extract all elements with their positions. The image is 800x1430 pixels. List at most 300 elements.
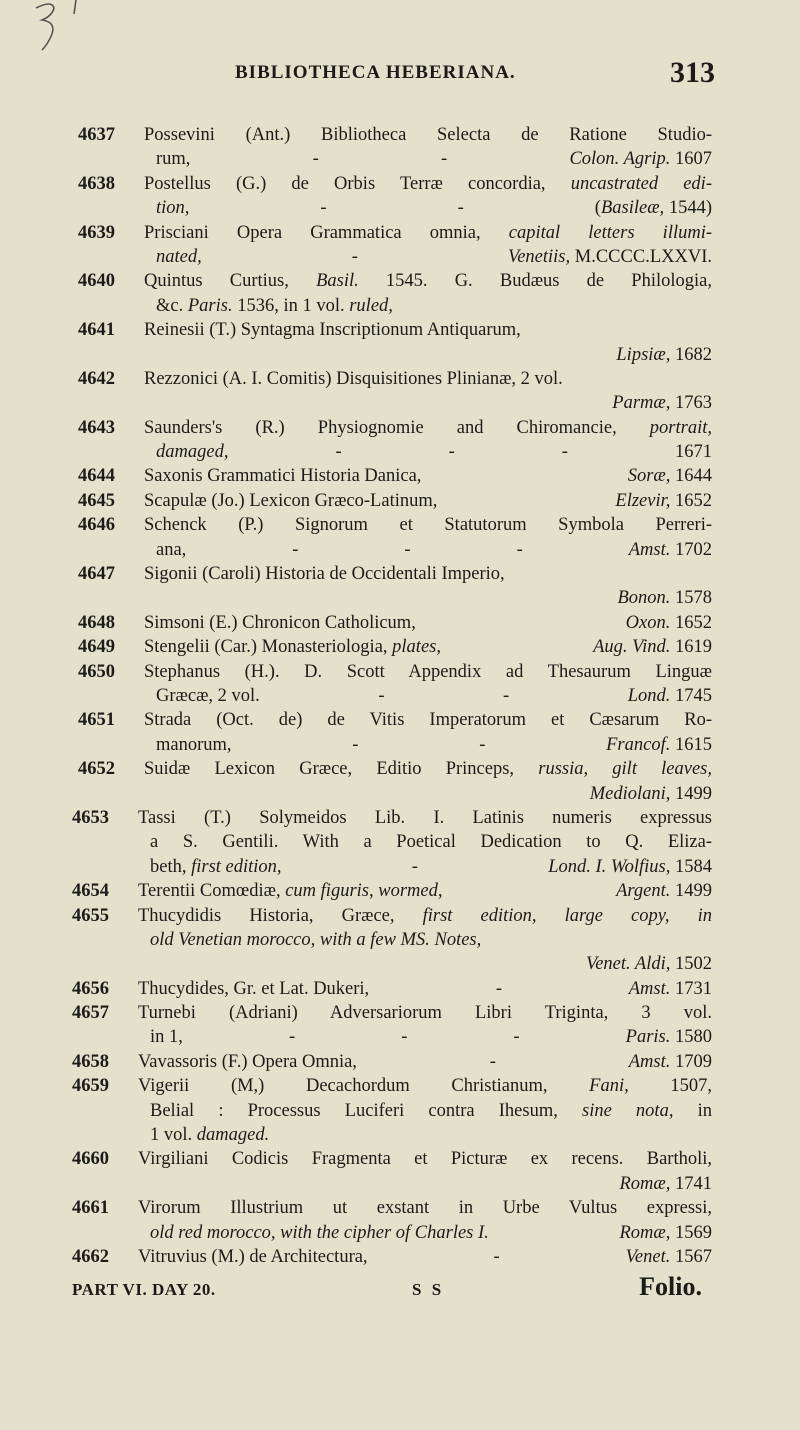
catalogue-entry: [72, 904, 712, 977]
entry-line: [138, 879, 712, 903]
text: 1569: [670, 1222, 712, 1243]
entry-line: [156, 782, 712, 806]
text: 1671: [674, 442, 712, 463]
entry-line: [156, 440, 712, 464]
text: 1580: [670, 1027, 712, 1048]
imprint: [612, 391, 712, 415]
imprint: [615, 489, 712, 513]
entry-line: [150, 1123, 712, 1147]
imprint: [629, 538, 712, 562]
lot-number: 4648: [78, 612, 115, 633]
entry-text: [144, 367, 712, 416]
imprint: [629, 977, 712, 1001]
text: Prisciani Opera Grammatica omnia,: [144, 222, 509, 243]
italic-text: Paris.: [187, 295, 233, 316]
text: rum,: [156, 149, 191, 170]
entry-description: [144, 562, 505, 586]
text: 1507,: [628, 1076, 712, 1097]
entry-line: [144, 123, 712, 147]
leader-dash: -: [441, 149, 448, 170]
text: 1544): [664, 198, 712, 219]
entry-line: [144, 464, 712, 488]
entry-description: [138, 879, 442, 903]
page-footer: [72, 1274, 702, 1304]
italic-text: Amst.: [628, 539, 671, 560]
text: Saunders's (R.) Physiognomie and Chiromancie,: [144, 417, 650, 438]
italic-text: Bonon.: [617, 588, 671, 609]
text: Postellus (G.) de Orbis Terræ concordia,: [144, 173, 571, 194]
entry-line: [144, 318, 712, 342]
lot-number: 4639: [78, 222, 115, 243]
entry-text: [144, 708, 712, 757]
text: Suidæ Lexicon Græce, Editio Princeps,: [144, 759, 539, 780]
italic-text: Venet.: [625, 1246, 671, 1267]
text: 1741: [670, 1173, 712, 1194]
text: Sigonii (Caroli) Historia de Occidentali Imperio,: [144, 564, 505, 585]
entry-line: [144, 562, 712, 586]
catalogue-entry: [78, 123, 712, 172]
text: Stephanus (H.). D. Scott Appendix ad Thesaurum Linguæ: [144, 661, 712, 682]
text: Virgiliani Codicis Fragmenta et Picturæ ex recens. Bartholi,: [138, 1149, 712, 1170]
entry-text: [138, 1147, 712, 1196]
lot-number: 4646: [78, 515, 115, 536]
entry-line: [144, 611, 712, 635]
lot-number: 4640: [78, 271, 115, 292]
entry-text: [144, 513, 712, 562]
text: 1709: [670, 1051, 712, 1072]
entry-description: [156, 196, 189, 220]
catalogue-entry: [72, 1147, 712, 1196]
entry-line: [144, 635, 712, 659]
imprint: [617, 586, 712, 610]
italic-text: Fani,: [589, 1076, 629, 1097]
entry-text: [138, 1074, 712, 1147]
lot-number: 4656: [72, 978, 109, 999]
entry-text: [144, 757, 712, 806]
italic-text: nated,: [156, 246, 202, 267]
entry-line: [156, 684, 712, 708]
text: 1567: [670, 1246, 712, 1267]
lot-number: 4662: [72, 1246, 109, 1267]
lot-number: 4641: [78, 320, 115, 341]
catalogue-entry: [78, 489, 712, 513]
catalogue-entry: [72, 977, 712, 1001]
italic-text: russia, gilt leaves,: [538, 759, 712, 780]
leader-dash: -: [503, 685, 510, 706]
imprint: [569, 147, 712, 171]
entry-text: [144, 123, 712, 172]
page-number: 313: [670, 56, 715, 89]
entry-text: [138, 1001, 712, 1050]
catalogue-entries: [72, 123, 712, 1269]
imprint: [626, 1025, 712, 1049]
text: a S. Gentili. With a Poetical Dedication to Q. Eliza-: [150, 832, 712, 853]
catalogue-entry: [78, 221, 712, 270]
catalogue-entry: [78, 660, 712, 709]
imprint: [620, 1172, 713, 1196]
catalogue-entry: [78, 464, 712, 488]
entry-line: [138, 977, 712, 1001]
text: Quintus Curtius,: [144, 271, 317, 292]
italic-text: sine nota,: [582, 1100, 674, 1121]
text: Strada (Oct. de) de Vitis Imperatorum et Cæsarum Ro-: [144, 710, 712, 731]
text: 1702: [670, 539, 712, 560]
entry-description: [156, 684, 260, 708]
entry-text: [144, 611, 712, 635]
text: beth,: [150, 856, 192, 877]
text: Simsoni (E.) Chronicon Catholicum,: [144, 612, 416, 633]
entry-description: [156, 733, 232, 757]
catalogue-entry: [72, 806, 712, 879]
entry-text: [144, 635, 712, 659]
entry-line: [150, 928, 712, 952]
italic-text: portrait,: [649, 417, 712, 438]
entry-description: [144, 367, 563, 391]
leader-dash: -: [516, 539, 523, 560]
entry-text: [144, 416, 712, 465]
leader-dash: -: [378, 685, 385, 706]
leader-dash: -: [411, 856, 418, 877]
italic-text: Amst.: [628, 1051, 671, 1072]
italic-text: Parmæ,: [612, 393, 671, 414]
catalogue-entry: [72, 1001, 712, 1050]
entry-text: [144, 489, 712, 513]
catalogue-entry: [78, 318, 712, 367]
lot-number: 4657: [72, 1003, 109, 1024]
entry-line: [150, 1099, 712, 1123]
text: 1652: [670, 612, 712, 633]
entry-text: [144, 660, 712, 709]
entry-line: [150, 1025, 712, 1049]
catalogue-entry: [72, 1074, 712, 1147]
imprint: [595, 196, 712, 220]
text: Reinesii (T.) Syntagma Inscriptionum Antiquarum,: [144, 320, 521, 341]
entry-description: [156, 245, 202, 269]
format-label: Folio.: [639, 1272, 702, 1301]
text: M.CCCC.LXXVI.: [570, 246, 712, 267]
imprint: [626, 611, 712, 635]
entry-line: [138, 1245, 712, 1269]
italic-text: Elzevir,: [615, 490, 671, 511]
entry-description: [144, 464, 421, 488]
lot-number: 4651: [78, 710, 115, 731]
catalogue-entry: [78, 513, 712, 562]
entry-line: [144, 513, 712, 537]
catalogue-entry: [78, 635, 712, 659]
entry-text: [138, 879, 712, 903]
text: Belial : Processus Luciferi contra Ihesum,: [150, 1100, 582, 1121]
leader-dash: -: [479, 734, 486, 755]
running-title: BIBLIOTHECA HEBERIANA.: [235, 62, 516, 83]
entry-text: [138, 904, 712, 977]
entry-line: [144, 269, 712, 293]
entry-line: [156, 294, 712, 318]
entry-description: [138, 1245, 368, 1269]
text: 1745: [670, 685, 712, 706]
entry-line: [138, 904, 712, 928]
italic-text: Romæ,: [619, 1222, 671, 1243]
text: 1615: [670, 734, 712, 755]
text: 1619: [670, 637, 712, 658]
entry-description: [156, 147, 190, 171]
leader-dash: -: [513, 1027, 520, 1048]
text: &c.: [156, 295, 188, 316]
lot-number: 4638: [78, 173, 115, 194]
entry-description: [150, 1025, 183, 1049]
entry-text: [144, 318, 712, 367]
text: Græcæ, 2 vol.: [156, 685, 260, 706]
entry-description: [138, 977, 369, 1001]
entry-line: [138, 1050, 712, 1074]
entry-line: [144, 708, 712, 732]
lot-number: 4655: [72, 905, 109, 926]
entry-description: [156, 440, 228, 464]
text: Stengelii (Car.) Monasteriologia,: [144, 637, 393, 658]
leader-dash: -: [292, 539, 299, 560]
text: 1 vol.: [150, 1125, 197, 1146]
italic-text: Basil.: [316, 271, 359, 292]
catalogue-entry: [72, 1245, 712, 1269]
entry-text: [144, 464, 712, 488]
italic-text: Lond.: [627, 685, 671, 706]
leader-dash: -: [489, 1051, 496, 1072]
entry-text: [144, 221, 712, 270]
entry-line: [138, 1147, 712, 1171]
italic-text: first edition, large copy, in: [422, 905, 712, 926]
italic-text: uncastrated edi-: [570, 173, 712, 194]
entry-line: [138, 806, 712, 830]
entry-text: [138, 977, 712, 1001]
entry-line: [144, 416, 712, 440]
italic-text: Amst.: [628, 978, 671, 999]
lot-number: 4647: [78, 564, 115, 585]
imprint: [626, 1245, 712, 1269]
imprint: [606, 733, 712, 757]
entry-line: [150, 1221, 712, 1245]
italic-text: Lond. I. Wolfius,: [548, 856, 671, 877]
italic-text: Mediolani,: [589, 783, 671, 804]
italic-text: damaged.: [196, 1125, 270, 1146]
leader-dash: -: [457, 198, 464, 219]
lot-number: 4658: [72, 1051, 109, 1072]
imprint: [616, 879, 712, 903]
entry-line: [156, 733, 712, 757]
leader-dash: -: [335, 442, 342, 463]
imprint: [629, 1050, 712, 1074]
text: manorum,: [156, 734, 232, 755]
italic-text: Colon. Agrip.: [569, 149, 671, 170]
lot-number: 4650: [78, 661, 115, 682]
text: 1502: [670, 954, 712, 975]
imprint: [628, 684, 712, 708]
leader-dash: -: [320, 198, 327, 219]
italic-text: ruled,: [349, 295, 393, 316]
entry-line: [156, 147, 712, 171]
text: Thucydides, Gr. et Lat. Dukeri,: [138, 978, 370, 999]
text: Saxonis Grammatici Historia Danica,: [144, 466, 422, 487]
entry-text: [144, 172, 712, 221]
lot-number: 4649: [78, 637, 115, 658]
entry-description: [138, 1050, 357, 1074]
lot-number: 4654: [72, 881, 109, 902]
entry-line: [138, 1196, 712, 1220]
lot-number: 4653: [72, 807, 109, 828]
catalogue-entry: [72, 1050, 712, 1074]
text: 1499: [670, 783, 712, 804]
entry-line: [144, 757, 712, 781]
imprint: [675, 440, 712, 464]
entry-line: [150, 952, 712, 976]
signature-mark: S S: [412, 1280, 445, 1299]
imprint: [548, 855, 712, 879]
leader-dash: -: [288, 1027, 296, 1048]
text: 1536, in 1 vol.: [232, 295, 350, 316]
italic-text: Basileæ,: [600, 198, 665, 219]
entry-line: [156, 343, 712, 367]
entry-description: [156, 294, 393, 318]
entry-text: [144, 562, 712, 611]
footer-part-day: PART VI. DAY 20.: [72, 1280, 216, 1299]
catalogue-entry: [78, 416, 712, 465]
entry-line: [150, 1172, 712, 1196]
entry-text: [138, 1050, 712, 1074]
entry-line: [144, 172, 712, 196]
entry-description: [150, 1123, 269, 1147]
italic-text: tion,: [156, 198, 190, 219]
entry-line: [150, 855, 712, 879]
text: Virorum Illustrium ut exstant in Urbe Vultus expressi,: [138, 1198, 712, 1219]
text: Rezzonici (A. I. Comitis) Disquisitiones Plinianæ, 2 vol.: [144, 368, 563, 389]
catalogue-entry: [72, 879, 712, 903]
italic-text: plates,: [392, 637, 441, 658]
text: 1584: [670, 856, 712, 877]
leader-dash: -: [401, 1027, 408, 1048]
text: Turnebi (Adriani) Adversariorum Libri Triginta, 3 vol.: [138, 1003, 712, 1024]
text: Terentii Comœdiæ,: [138, 881, 286, 902]
italic-text: Argent.: [616, 881, 671, 902]
catalogue-entry: [72, 1196, 712, 1245]
entry-line: [144, 221, 712, 245]
text: 1578: [670, 588, 712, 609]
entry-text: [138, 1196, 712, 1245]
italic-text: first edition,: [191, 856, 282, 877]
italic-text: cum figuris, wormed,: [285, 881, 443, 902]
text: 1763: [670, 393, 712, 414]
imprint: [508, 245, 712, 269]
text: in 1,: [150, 1027, 183, 1048]
entry-description: [150, 928, 481, 952]
text: Possevini (Ant.) Bibliotheca Selecta de Ratione Studio-: [144, 125, 712, 145]
text: 1682: [670, 344, 712, 365]
catalogue-entry: [78, 611, 712, 635]
entry-line: [156, 391, 712, 415]
text: 1499: [670, 881, 712, 902]
lot-number: 4637: [78, 125, 115, 145]
leader-dash: -: [448, 442, 455, 463]
catalogue-entry: [78, 708, 712, 757]
leader-dash: -: [493, 1246, 500, 1267]
italic-text: Venet. Aldi,: [585, 954, 671, 975]
leader-dash: -: [352, 734, 359, 755]
entry-text: [138, 806, 712, 879]
entry-description: [156, 538, 186, 562]
lot-number: 4661: [72, 1198, 109, 1219]
entry-description: [150, 855, 282, 879]
lot-number: 4644: [78, 466, 115, 487]
text: Vavassoris (F.) Opera Omnia,: [138, 1051, 357, 1072]
lot-number: 4659: [72, 1076, 109, 1097]
text: 1607: [670, 149, 712, 170]
catalogue-entry: [78, 367, 712, 416]
entry-text: [138, 1245, 712, 1269]
leader-dash: -: [404, 539, 411, 560]
italic-text: capital letters illumi-: [508, 222, 712, 243]
italic-text: Paris.: [625, 1027, 671, 1048]
entry-line: [144, 660, 712, 684]
imprint: [590, 782, 712, 806]
italic-text: Oxon.: [625, 612, 671, 633]
text: (: [594, 198, 601, 219]
entry-line: [156, 538, 712, 562]
entry-line: [156, 245, 712, 269]
text: Scapulæ (Jo.) Lexicon Græco-Latinum,: [144, 490, 438, 511]
entry-line: [144, 367, 712, 391]
text: 1731: [670, 978, 712, 999]
text: Thucydidis Historia, Græce,: [138, 905, 423, 926]
leader-dash: -: [312, 149, 319, 170]
catalogue-entry: [78, 269, 712, 318]
text: 1644: [670, 466, 712, 487]
italic-text: Venetiis,: [507, 246, 571, 267]
entry-description: [144, 318, 521, 342]
leader-dash: -: [351, 246, 358, 267]
imprint: [620, 1221, 713, 1245]
entry-text: [144, 269, 712, 318]
imprint: [586, 952, 712, 976]
italic-text: Romæ,: [619, 1173, 671, 1194]
entry-description: [144, 489, 437, 513]
italic-text: old red morocco, with the cipher of Charles I.: [150, 1222, 489, 1243]
lot-number: 4645: [78, 490, 115, 511]
text: Vitruvius (M.) de Architectura,: [138, 1246, 368, 1267]
italic-text: Aug. Vind.: [593, 637, 671, 658]
catalogue-entry: [78, 562, 712, 611]
entry-description: [150, 1221, 489, 1245]
italic-text: Francof.: [606, 734, 671, 755]
entry-line: [156, 196, 712, 220]
lot-number: 4642: [78, 368, 115, 389]
catalogue-entry: [78, 757, 712, 806]
italic-text: Lipsiæ,: [616, 344, 671, 365]
text: 1652: [670, 490, 712, 511]
entry-line: [138, 1074, 712, 1098]
lot-number: 4660: [72, 1149, 109, 1170]
text: in: [673, 1100, 712, 1121]
entry-line: [150, 830, 712, 854]
leader-dash: -: [561, 442, 568, 463]
lot-number: 4643: [78, 417, 115, 438]
imprint: [628, 464, 712, 488]
entry-line: [144, 489, 712, 513]
entry-line: [138, 1001, 712, 1025]
entry-description: [144, 635, 441, 659]
catalogue-entry: [78, 172, 712, 221]
leader-dash: -: [495, 978, 503, 999]
italic-text: old Venetian morocco, with a few MS. Notes,: [150, 929, 482, 950]
entry-description: [144, 611, 416, 635]
running-header: [235, 58, 715, 88]
italic-text: damaged,: [156, 442, 229, 463]
